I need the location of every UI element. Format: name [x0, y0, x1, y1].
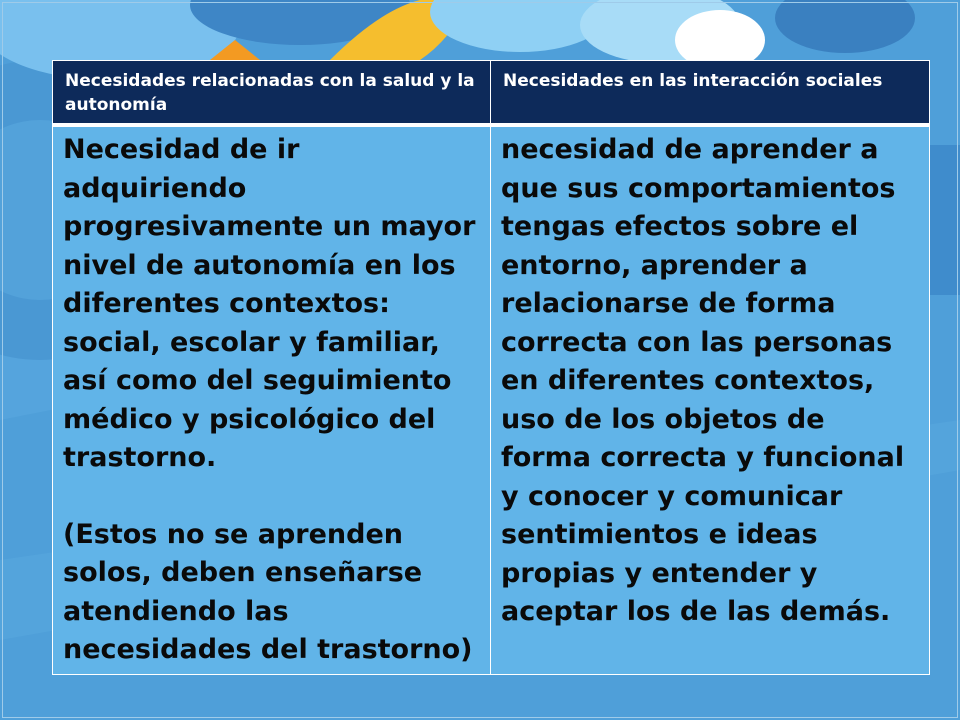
health-autonomy-text: Necesidad de ir adquiriendo progresivamente un mayor nivel de autonomía en los diferentes contextos: social, escolar y familiar, así como del seguimiento médico y psicológico del trastorno. — [63, 134, 476, 473]
table-row — [53, 125, 930, 674]
header-social-interaction: Necesidades en las interacción sociales — [491, 61, 930, 126]
cell-social-interaction — [491, 125, 930, 674]
cell-health-autonomy — [53, 125, 491, 674]
social-interaction-text: necesidad de aprender a que sus comportamientos tengas efectos sobre el entorno, aprender a relacionarse de forma correcta con las personas en diferentes contextos, uso de los objetos de forma correcta y funcional y conocer y comunicar sentimientos e ideas propias y entender y aceptar los de las demás. — [501, 134, 905, 627]
health-autonomy-note: (Estos no se aprenden solos, deben enseñarse atendiendo las necesidades del trastorno) — [63, 518, 473, 665]
header-health-autonomy: Necesidades relacionadas con la salud y la autonomía — [53, 61, 491, 126]
table-header-row — [53, 61, 930, 126]
needs-table — [52, 60, 930, 675]
